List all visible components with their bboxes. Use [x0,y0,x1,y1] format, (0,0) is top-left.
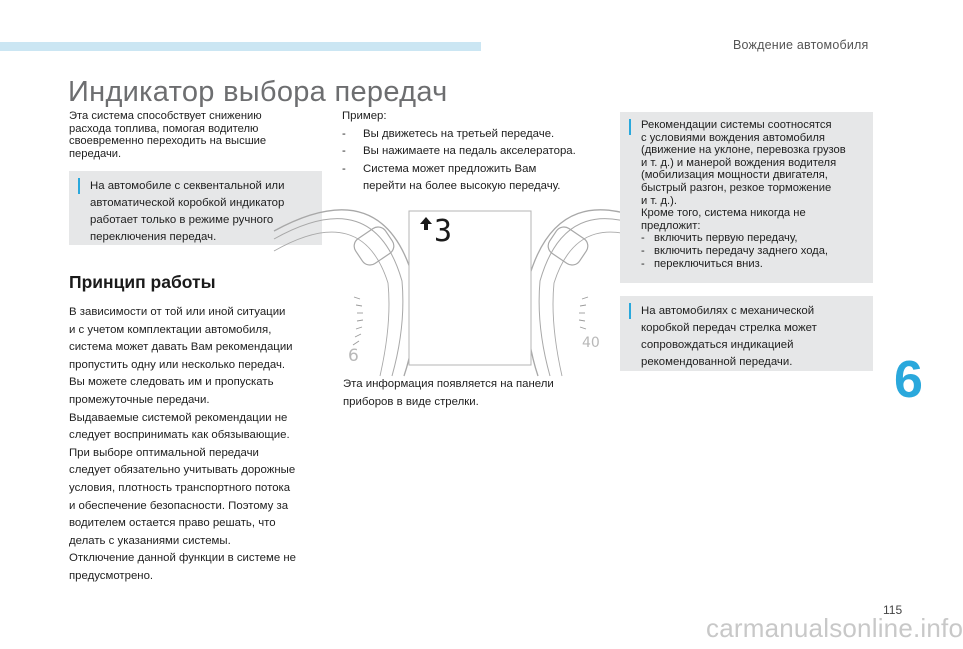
info-marker-icon [629,119,631,135]
page-number: 115 [883,603,903,617]
intro-line: Эта система способствует снижению [69,110,262,122]
principle-line: Отключение данной функции в системе не [69,552,296,565]
info-marker-icon [78,178,80,194]
example-label: Пример: [342,110,387,122]
principle-line: В зависимости от той или иной ситуации [69,306,286,318]
example-item: - Вы нажимаете на педаль акселератора. [342,145,576,158]
principle-line: и обеспечение безопасности. Поэтому за [69,499,289,512]
left-dial-button [351,223,398,268]
caption-line: приборов в виде стрелки. [343,395,479,408]
example-item: - Вы движетесь на третьей передаче. [342,127,555,140]
gear-digit: 3 [434,214,453,249]
principle-line: пропустить одну или несколько передач. [69,358,286,371]
principle-line: и с учетом комплектации автомобиля, [69,323,272,336]
page-title: Индикатор выбора передач [68,76,448,108]
example-item-continuation: перейти на более высокую передачу. [363,180,561,193]
chapter-number: 6 [894,351,923,409]
note-line: быстрый разгон, резкое торможение [641,181,832,194]
right-dial-button [545,223,592,268]
principle-heading: Принцип работы [69,272,216,292]
note-line: предложит: [641,219,701,232]
principle-line: водителем остается право решать, что [69,517,276,530]
principle-line: следует воспринимать как обязывающие. [69,429,290,442]
note-line: (движение на уклоне, перевозка грузов [641,144,846,157]
note-line: с условиями вождения автомобиля [641,131,825,144]
top-accent-bar [0,42,481,51]
illustration-caption [343,376,605,411]
note-line: и т. д.). [641,194,677,207]
note-list-item: - включить передачу заднего хода, [641,244,829,257]
note-line: коробкой передач стрелка может [641,322,817,334]
note-line: На автомобилях с механической [641,305,815,317]
instrument-panel-drawing [344,201,598,364]
note-line: рекомендованной передачи. [641,356,793,368]
note-recommendations [620,112,873,283]
gauge-left-number: 6 [348,346,359,366]
info-marker-icon [629,303,631,319]
note-line: (мобилизация мощности двигателя, [641,169,828,182]
watermark: carmanualsonline.info [706,613,963,643]
note-line: На автомобиле с секвентальной или [90,180,285,192]
intro-line: своевременно переходить на высшие [69,135,267,148]
principle-text [69,304,324,586]
gauge-right-number: 40 [582,335,600,351]
intro-line: передачи. [69,147,122,160]
note-list-item: - переключиться вниз. [641,257,763,270]
instrument-panel-illustration [344,201,598,364]
note-line: сопровождаться индикацией [641,339,794,351]
principle-line: условия, плотность транспортного потока [69,481,291,494]
note-list-item: - включить первую передачу, [641,232,798,245]
principle-line: предусмотрено. [69,569,154,582]
intro-text [69,110,321,160]
intro-line: расхода топлива, помогая водителю [69,122,259,135]
principle-line: делать с указаниями системы. [69,534,231,547]
principle-line: Вы можете следовать им и пропускать [69,376,274,389]
principle-line: Выдаваемые системой рекомендации не [69,411,288,424]
example-item: - Система может предложить Вам [342,162,537,175]
note-line: автоматической коробкой индикатор [90,197,285,209]
note-line: Рекомендации системы соотносятся [641,119,832,131]
principle-line: промежуточные передачи. [69,393,210,406]
note-line: работает только в режиме ручного [90,214,274,226]
caption-line: Эта информация появляется на панели [343,378,554,390]
central-display [409,211,531,365]
principle-line: При выборе оптимальной передачи [69,446,259,459]
note-line: и т. д.) и манерой вождения водителя [641,156,837,169]
note-line: Кроме того, система никогда не [641,207,806,220]
section-name: Вождение автомобиля [733,38,869,52]
principle-line: следует обязательно учитывать дорожные [69,464,296,477]
note-manual-gearbox [620,296,873,371]
principle-line: система может давать Вам рекомендации [69,341,293,354]
note-line: переключения передач. [90,231,217,243]
example-block [342,108,612,196]
